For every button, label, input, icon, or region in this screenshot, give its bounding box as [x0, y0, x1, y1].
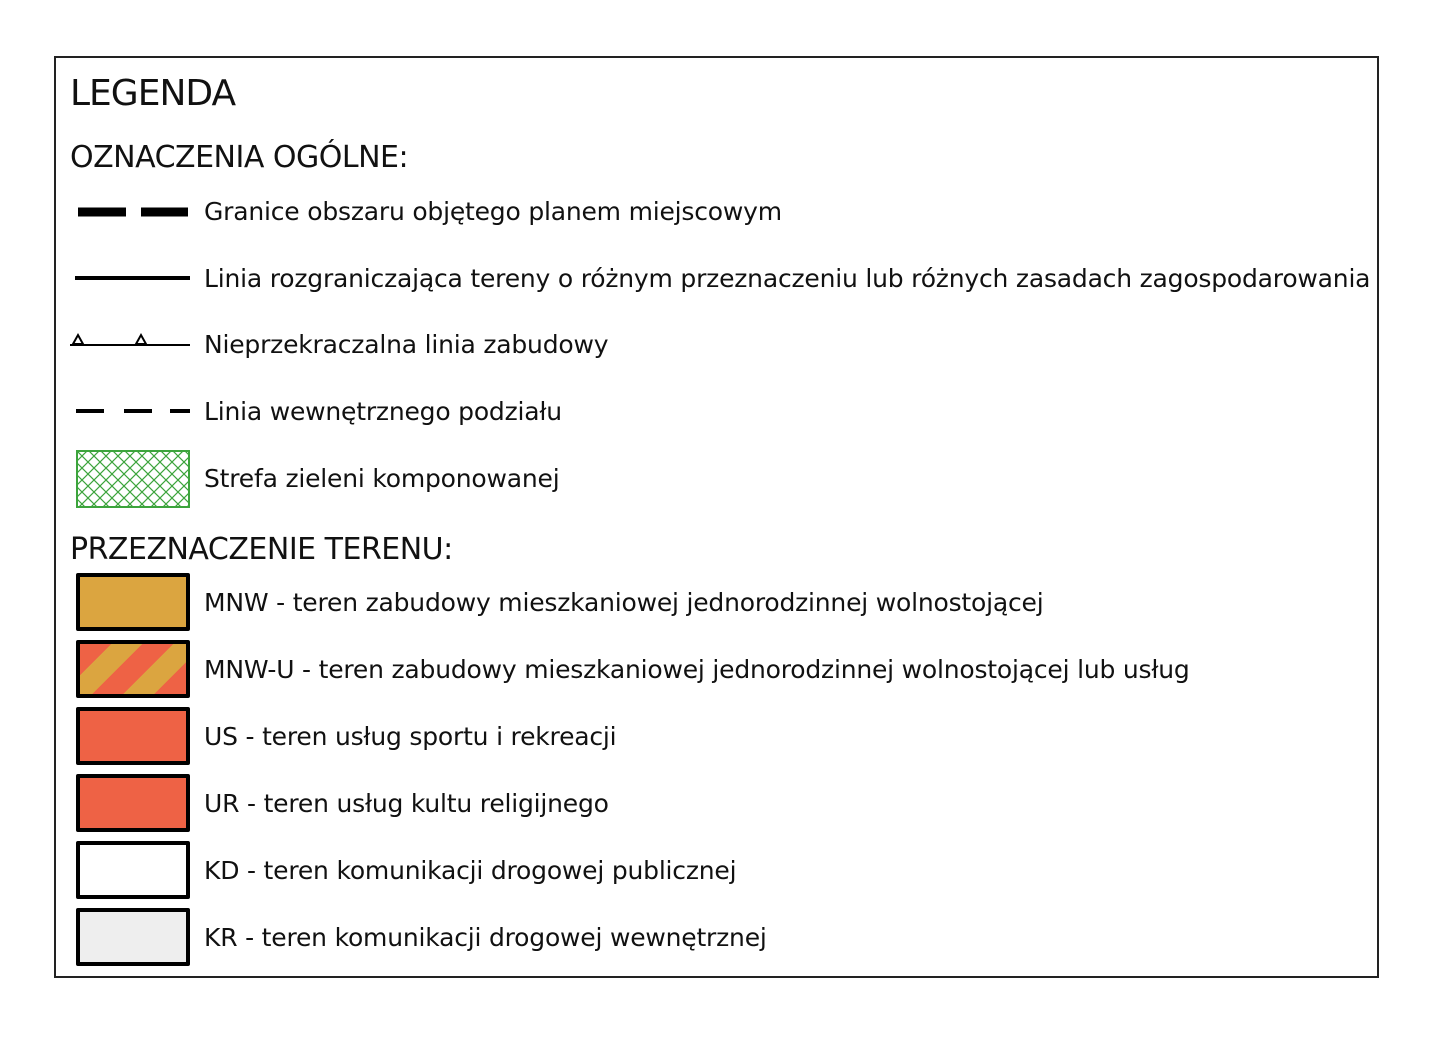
green-zone-hatch-symbol — [76, 450, 190, 508]
general-markings-heading: OZNACZENIA OGÓLNE: — [70, 140, 409, 175]
plan-boundary-label: Granice obszaru objętego planem miejscowym — [204, 197, 782, 226]
internal-division-line-symbol — [70, 397, 192, 427]
building-line-symbol — [70, 330, 192, 360]
legend-frame — [54, 56, 1379, 978]
kd-swatch — [76, 841, 190, 899]
ur-swatch — [76, 774, 190, 832]
demarcation-line-symbol — [70, 264, 192, 294]
building-line-label: Nieprzekraczalna linia zabudowy — [204, 330, 609, 359]
land-use-heading: PRZEZNACZENIE TERENU: — [70, 532, 453, 567]
plan-boundary-symbol — [70, 198, 192, 228]
kd-label: KD - teren komunikacji drogowej publicznej — [204, 856, 737, 885]
us-swatch — [76, 707, 190, 765]
internal-division-line-label: Linia wewnętrznego podziału — [204, 397, 562, 426]
legend-title: LEGENDA — [70, 73, 236, 114]
mnw-label: MNW - teren zabudowy mieszkaniowej jednorodzinnej wolnostojącej — [204, 588, 1044, 617]
mnw-u-swatch — [76, 640, 190, 698]
mnw-swatch — [76, 573, 190, 631]
kr-label: KR - teren komunikacji drogowej wewnętrznej — [204, 923, 767, 952]
demarcation-line-label: Linia rozgraniczająca tereny o różnym przeznaczeniu lub różnych zasadach zagospodarowania — [204, 264, 1371, 293]
kr-swatch — [76, 908, 190, 966]
ur-label: UR - teren usług kultu religijnego — [204, 789, 609, 818]
green-zone-label: Strefa zieleni komponowanej — [204, 464, 560, 493]
mnw-u-label: MNW-U - teren zabudowy mieszkaniowej jednorodzinnej wolnostojącej lub usług — [204, 655, 1190, 684]
us-label: US - teren usług sportu i rekreacji — [204, 722, 617, 751]
